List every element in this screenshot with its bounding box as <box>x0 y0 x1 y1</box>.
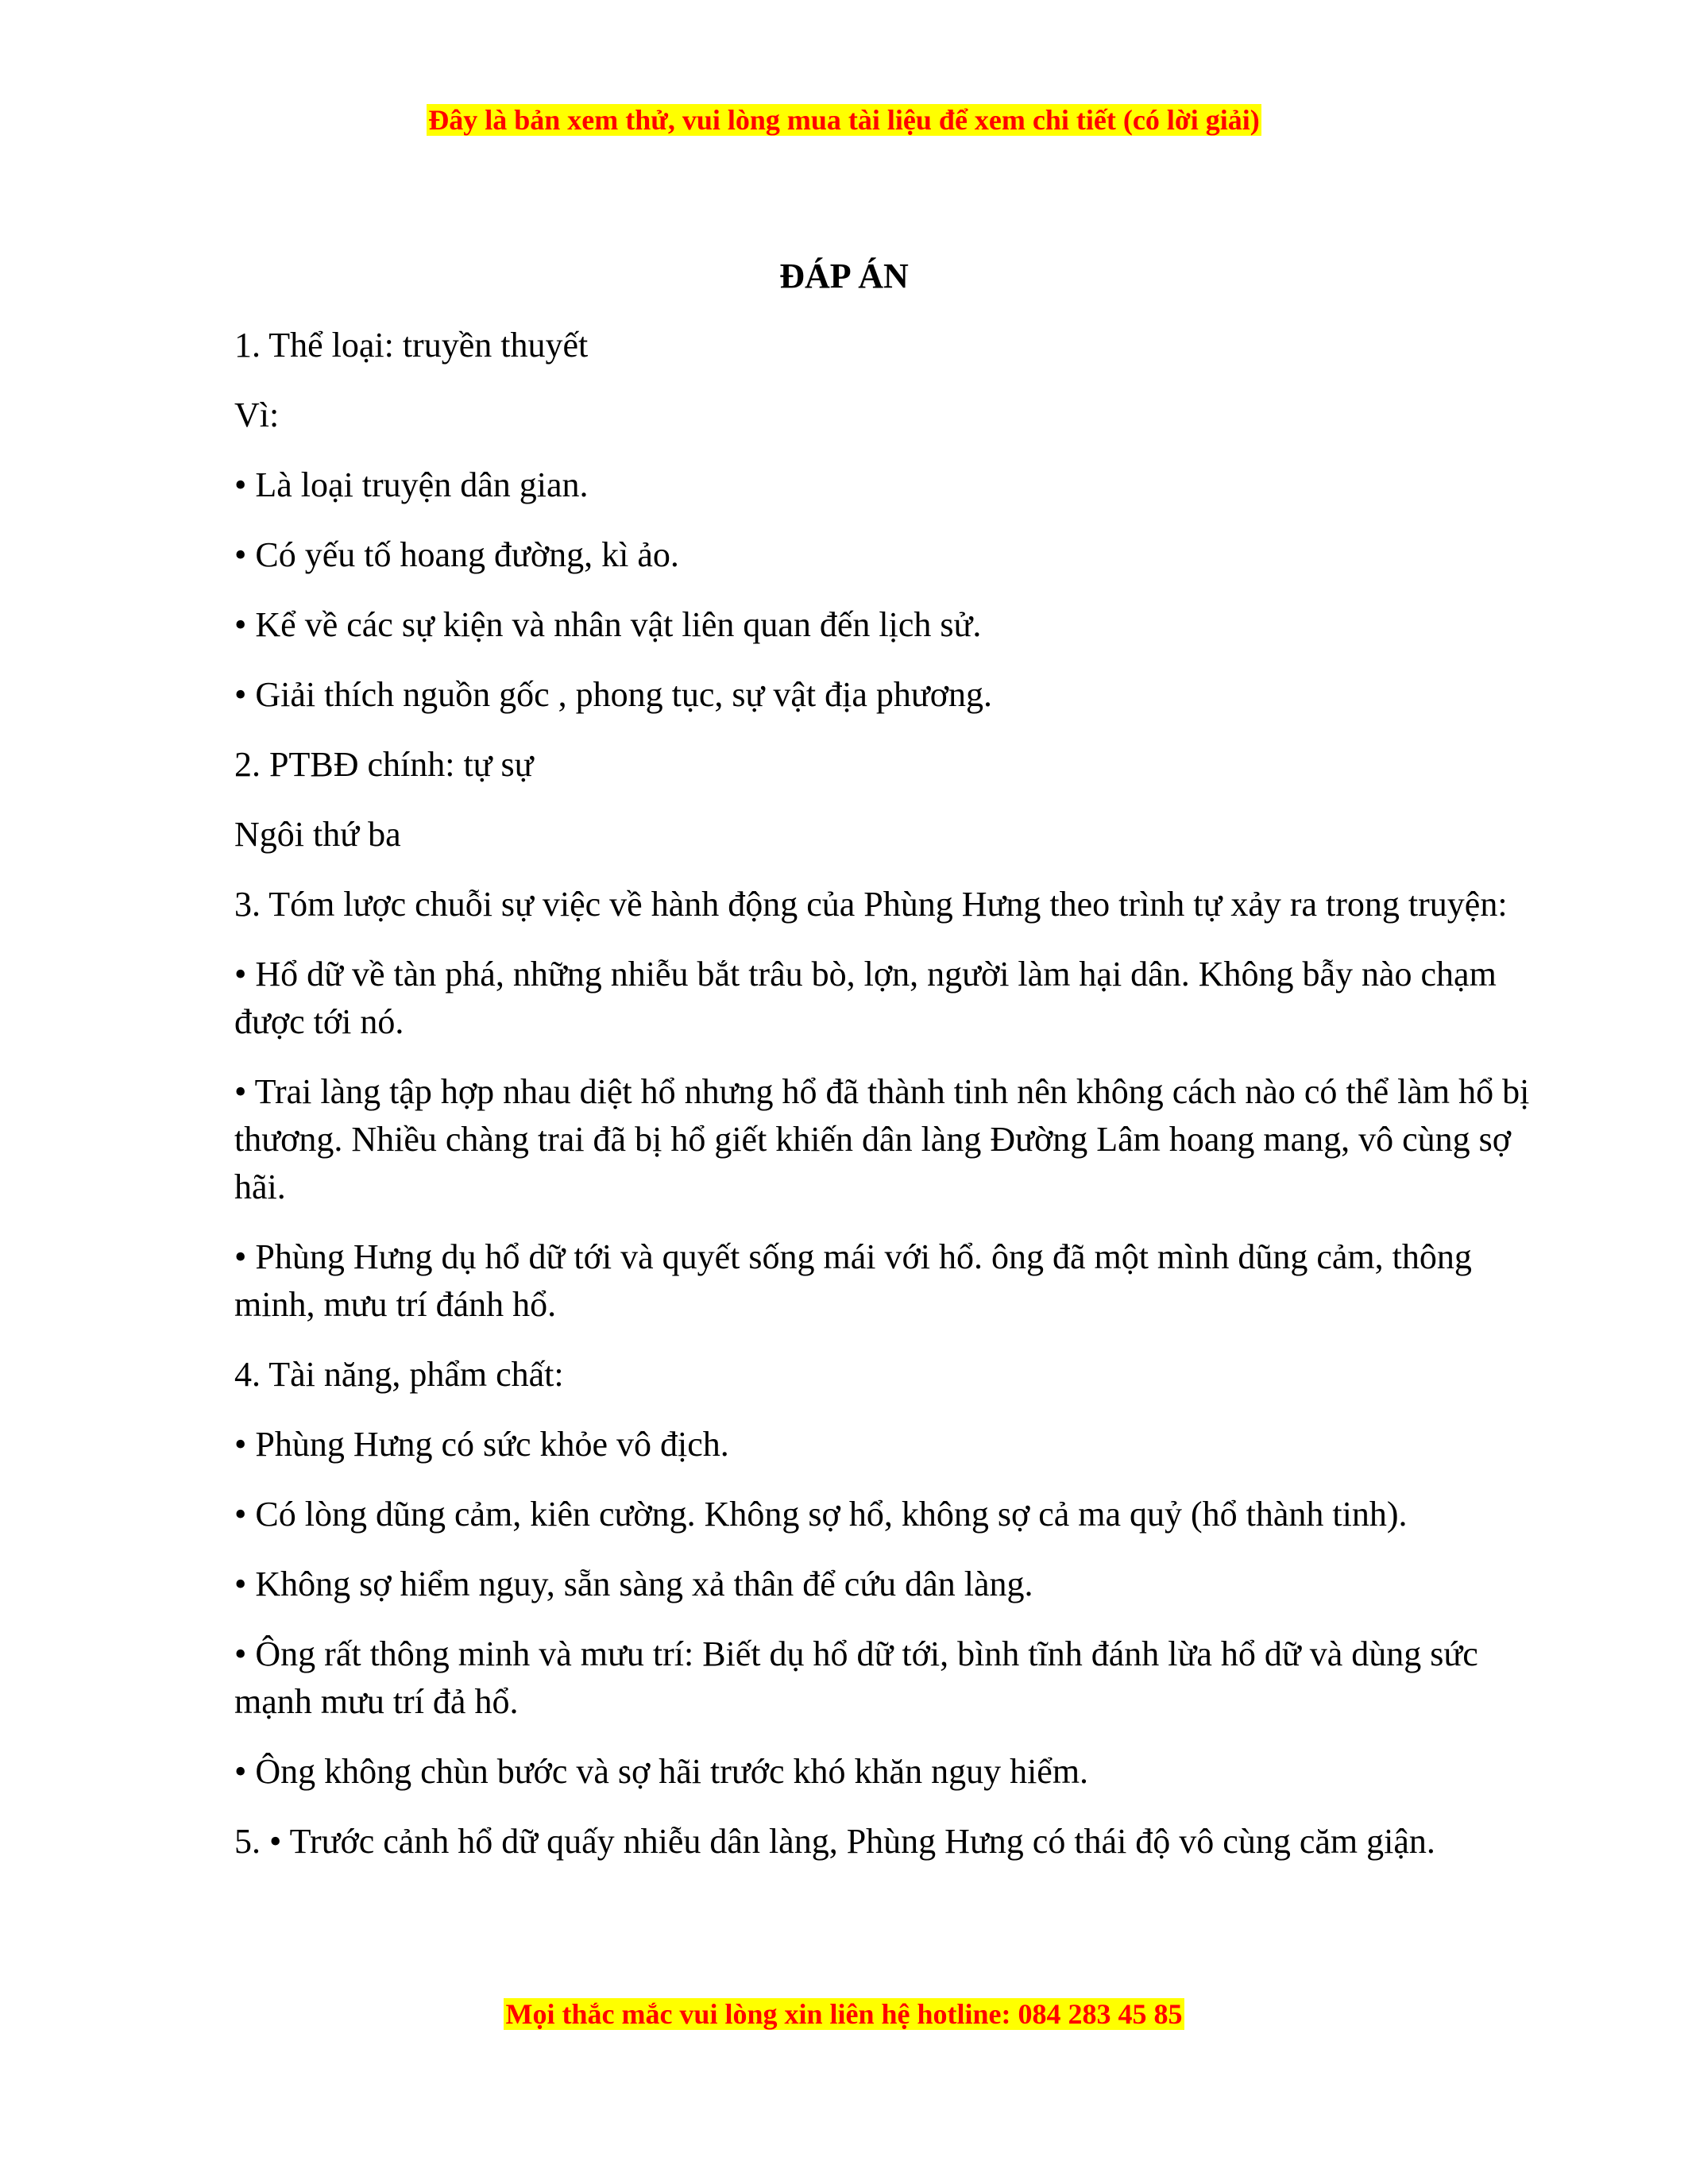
page-title: ĐÁP ÁN <box>779 257 909 295</box>
paragraph-narrator: Ngôi thứ ba <box>234 815 401 854</box>
preview-notice-text: Đây là bản xem thử, vui lòng mua tài liệu để xem chi tiết (có lời giải) <box>428 104 1260 136</box>
hotline-banner <box>0 1996 1688 2032</box>
list-item: • Kể về các sự kiện và nhân vật liên quan đến lịch sử. <box>234 605 982 644</box>
list-item: • Trai làng tập hợp nhau diệt hổ nhưng hổ đã thành tinh nên không cách nào có thể làm hổ bị thương. Nhiều chàng trai đã bị hổ giết khiến dân làng Đường Lâm hoang mang, vô cùng sợ hãi. <box>234 1072 1530 1206</box>
hotline-text: Mọi thắc mắc vui lòng xin liên hệ hotline: 084 283 45 85 <box>505 1998 1183 2030</box>
paragraph-because: Vì: <box>234 396 280 434</box>
list-item: • Ông rất thông minh và mưu trí: Biết dụ hổ dữ tới, bình tĩnh đánh lừa hổ dữ và dùng sức mạnh mưu trí đả hổ. <box>234 1634 1478 1721</box>
list-item: • Phùng Hưng có sức khỏe vô địch. <box>234 1425 729 1464</box>
preview-notice-banner <box>0 102 1688 138</box>
list-item: • Có lòng dũng cảm, kiên cường. Không sợ hổ, không sợ cả ma quỷ (hổ thành tinh). <box>234 1495 1408 1534</box>
list-item: • Giải thích nguồn gốc , phong tục, sự vật địa phương. <box>234 675 993 714</box>
list-item: • Hổ dữ về tàn phá, những nhiễu bắt trâu bò, lợn, người làm hại dân. Không bẫy nào chạm được tới nó. <box>234 955 1497 1041</box>
list-item: • Có yếu tố hoang đường, kì ảo. <box>234 535 679 574</box>
list-item: • Ông không chùn bước và sợ hãi trước khó khăn nguy hiểm. <box>234 1752 1089 1791</box>
list-item: • Không sợ hiểm nguy, sẵn sàng xả thân để cứu dân làng. <box>234 1565 1033 1603</box>
paragraph-genre: 1. Thể loại: truyền thuyết <box>234 326 589 365</box>
paragraph-attitude: 5. • Trước cảnh hổ dữ quấy nhiễu dân làng, Phùng Hưng có thái độ vô cùng căm giận. <box>234 1822 1435 1861</box>
paragraph-summary-heading: 3. Tóm lược chuỗi sự việc về hành động của Phùng Hưng theo trình tự xảy ra trong truyện: <box>234 885 1508 924</box>
answer-content <box>234 322 1537 1888</box>
paragraph-mode: 2. PTBĐ chính: tự sự <box>234 745 534 784</box>
list-item: • Phùng Hưng dụ hổ dữ tới và quyết sống mái với hổ. ông đã một mình dũng cảm, thông minh, mưu trí đánh hổ. <box>234 1237 1472 1324</box>
paragraph-qualities-heading: 4. Tài năng, phẩm chất: <box>234 1355 564 1394</box>
list-item: • Là loại truyện dân gian. <box>234 465 589 504</box>
